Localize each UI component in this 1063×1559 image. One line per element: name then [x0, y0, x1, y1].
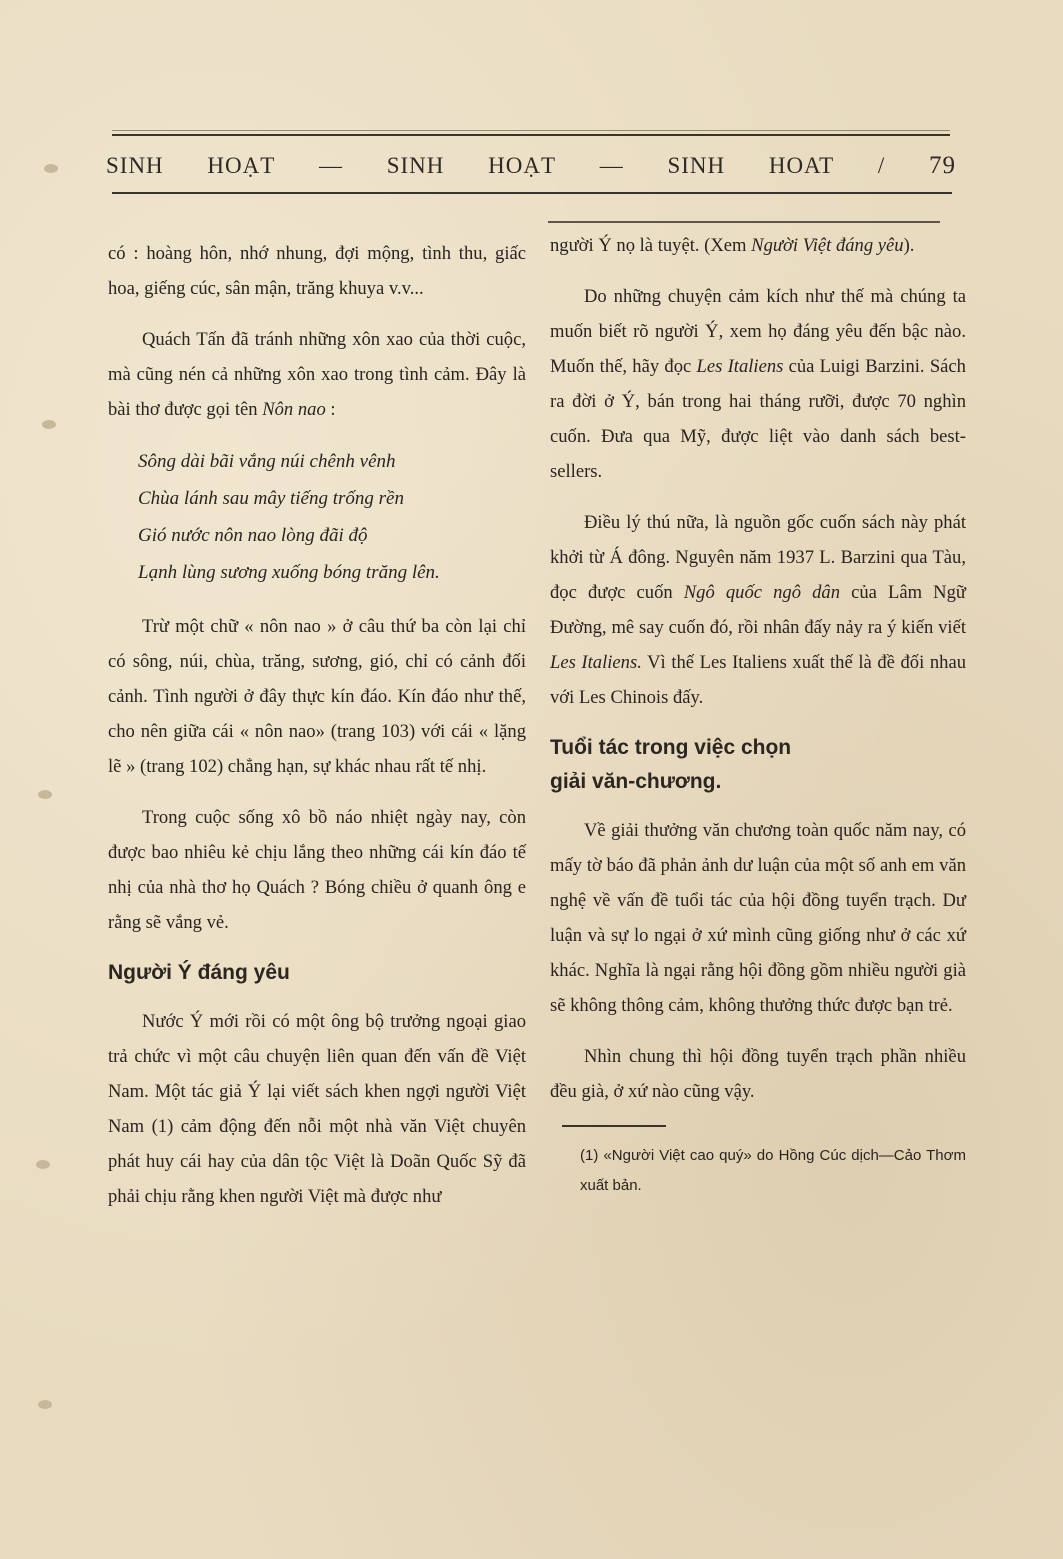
header-word: HOẠT: [207, 153, 276, 178]
poem-line: Lạnh lùng sương xuống bóng trăng lên.: [138, 562, 440, 583]
binding-hole-mark: [44, 164, 58, 173]
heading-line: Tuổi tác trong việc chọn: [550, 736, 792, 759]
paragraph: Trong cuộc sống xô bồ náo nhiệt ngày nay, còn được bao nhiêu kẻ chịu lắng theo những cái kín đáo tế nhị của nhà thơ họ Quách ? Bóng chiều ở quanh ông e rằng sẽ vắng vẻ.: [108, 807, 526, 933]
book-title: Ngô quốc ngô dân: [683, 582, 840, 603]
page-number: 79: [929, 152, 956, 179]
binding-hole-mark: [36, 1160, 50, 1169]
section-heading: [550, 731, 966, 799]
paragraph-text: Vì thế Les Italiens xuất thế là đề đối nhau với Les Chinois đấy.: [550, 652, 966, 708]
paragraph-text: Do những chuyện cảm kích như thế mà chúng ta muốn biết rõ người Ý, xem họ đáng yêu đến bậc nào. Muốn thế, hãy đọc: [550, 286, 966, 377]
header-word: SINH: [667, 153, 726, 178]
header-top-rule: [112, 134, 950, 136]
paragraph-text: người Ý nọ là tuyệt. (Xem: [550, 235, 752, 256]
book-title: Les Italiens.: [550, 652, 642, 673]
running-header: [106, 146, 956, 186]
paragraph-text: của Luigi Barzini. Sách ra đời ở Ý, bán trong hai tháng rưỡi, được 70 nghìn cuốn. Đưa qua Mỹ, được liệt vào danh sách best-sellers.: [550, 356, 966, 482]
header-word: SINH: [106, 153, 164, 178]
binding-hole-mark: [38, 1400, 52, 1409]
section-heading: Người Ý đáng yêu: [108, 961, 290, 984]
poem-line: Chùa lánh sau mây tiếng trống rền: [138, 488, 404, 509]
paragraph-text: Quách Tấn đã tránh những xôn xao của thời cuộc, mà cũng nén cả những xôn xao trong tình cảm. Đây là bài thơ được gọi tên: [108, 329, 526, 420]
header-slash: /: [877, 153, 886, 178]
right-column-top-rule: [548, 221, 940, 223]
binding-hole-mark: [42, 420, 56, 429]
right-column: [550, 228, 966, 1217]
left-column: [108, 236, 526, 1230]
header-dash: —: [599, 153, 624, 178]
paragraph: [550, 228, 966, 263]
paragraph: Nước Ý mới rồi có một ông bộ trưởng ngoại giao trả chức vì một câu chuyện liên quan đến vấn đề Việt Nam. Một tác giả Ý lại viết sách khen ngợi người Việt Nam (1) cảm động đến nỗi một nhà văn Việt chuyên phát huy cái hay của dân tộc Việt là Doãn Quốc Sỹ đã phải chịu rằng khen người Việt mà được như: [108, 1011, 526, 1207]
header-top-rule-thin: [112, 130, 950, 131]
paragraph-text: ).: [903, 235, 915, 256]
poem-line: Sông dài bãi vắng núi chênh vênh: [138, 451, 396, 472]
paragraph: có : hoàng hôn, nhớ nhung, đợi mộng, tình thu, giấc hoa, giếng cúc, sân mận, trăng khuya v.v...: [108, 243, 526, 299]
paragraph-text: :: [325, 399, 336, 420]
paragraph-text: của Lâm Ngữ Đường, mê say cuốn đó, rồi nhân đấy nảy ra ý kiến viết: [550, 582, 966, 638]
poem-title: Nôn nao: [262, 399, 326, 420]
paragraph: Về giải thưởng văn chương toàn quốc năm nay, có mấy tờ báo đã phản ảnh dư luận của một số anh em văn nghệ về vấn đề tuổi tác của hội đồng tuyển trạch. Dư luận và sự lo ngại ở xứ mình cũng giống như ở các xứ khác. Nghĩa là ngại rằng hội đồng gồm nhiều người già sẽ không thông cảm, không thưởng thức được bạn trẻ.: [550, 820, 966, 1016]
book-title: Les Italiens: [696, 356, 784, 377]
header-word: HOẠT: [488, 153, 556, 178]
paragraph-text: Điều lý thú nữa, là nguồn gốc cuốn sách này phát khởi từ Á đông. Nguyên năm 1937 L. Barzini qua Tàu, đọc được cuốn: [550, 512, 966, 603]
header-word: SINH: [386, 153, 445, 178]
poem: [138, 443, 526, 591]
book-title: Người Việt đáng yêu: [751, 235, 904, 256]
header-word: HOAT: [768, 153, 835, 178]
heading-line: giải văn-chương.: [550, 770, 722, 793]
paragraph: Trừ một chữ « nôn nao » ở câu thứ ba còn lại chỉ có sông, núi, chùa, trăng, sương, gió, chỉ có cảnh đối cảnh. Tình người ở đây thực kín đáo. Kín đáo như thế, cho nên giữa cái « nôn nao» (trang 103) với cái « lặng lẽ » (trang 102) chẳng hạn, sự khác nhau rất tế nhị.: [108, 616, 526, 777]
paragraph: [550, 279, 966, 489]
header-dash: —: [319, 153, 343, 178]
footnote: (1) «Người Việt cao quý» do Hồng Cúc dịch—Cảo Thơm xuất bản.: [580, 1146, 966, 1194]
binding-hole-mark: [38, 790, 52, 799]
paragraph: [108, 322, 526, 427]
poem-line: Gió nước nôn nao lòng đãi độ: [138, 525, 368, 546]
footnote-rule: [562, 1125, 666, 1127]
header-bottom-rule: [112, 192, 952, 194]
paragraph: Nhìn chung thì hội đồng tuyển trạch phần nhiều đều già, ở xứ nào cũng vậy.: [550, 1046, 966, 1102]
paragraph: [550, 505, 966, 715]
